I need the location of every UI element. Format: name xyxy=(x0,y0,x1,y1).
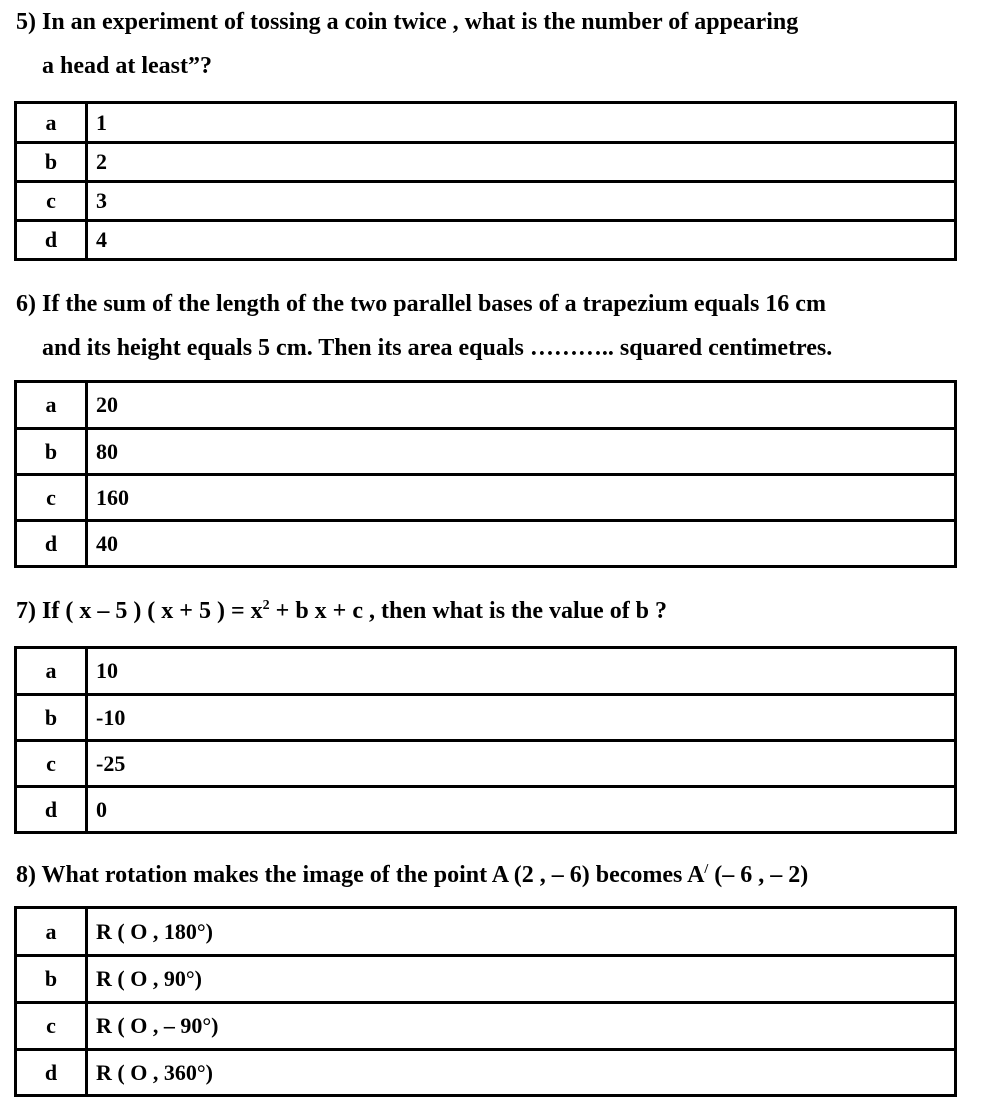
option-row[interactable] xyxy=(16,787,956,833)
question-7-line1-b: + b x + c , then what is the value of b ? xyxy=(269,598,668,624)
option-row[interactable] xyxy=(16,1050,956,1096)
option-row[interactable] xyxy=(16,521,956,567)
question-8-prime: / xyxy=(704,862,709,877)
option-letter: b xyxy=(16,956,87,1003)
question-5 xyxy=(16,0,798,88)
option-text: 40 xyxy=(87,521,956,567)
option-row[interactable] xyxy=(16,221,956,260)
option-row[interactable] xyxy=(16,475,956,521)
option-row[interactable] xyxy=(16,143,956,182)
option-row[interactable] xyxy=(16,741,956,787)
option-letter: d xyxy=(16,787,87,833)
option-row[interactable] xyxy=(16,382,956,429)
question-8 xyxy=(16,853,808,897)
question-5-options xyxy=(14,101,957,261)
question-5-line1: 5) In an experiment of tossing a coin twice , what is the number of appearing xyxy=(16,9,799,35)
option-row[interactable] xyxy=(16,956,956,1003)
question-7-line1 xyxy=(16,589,667,633)
option-letter: c xyxy=(16,182,87,221)
option-text: 2 xyxy=(87,143,956,182)
option-letter: c xyxy=(16,741,87,787)
option-letter: a xyxy=(16,103,87,143)
option-text: 80 xyxy=(87,429,956,475)
question-8-line1-b: (– 6 , – 2) xyxy=(708,862,809,888)
question-6-options xyxy=(14,380,957,568)
option-text: 0 xyxy=(87,787,956,833)
option-text: 10 xyxy=(87,648,956,695)
question-5-line2: a head at least”? xyxy=(42,53,212,79)
option-letter: a xyxy=(16,382,87,429)
option-row[interactable] xyxy=(16,429,956,475)
question-7-line1-a: 7) If ( x – 5 ) ( x + 5 ) = x xyxy=(16,598,263,624)
option-text: R ( O , – 90°) xyxy=(87,1003,956,1050)
option-text: 4 xyxy=(87,221,956,260)
option-row[interactable] xyxy=(16,1003,956,1050)
option-row[interactable] xyxy=(16,695,956,741)
question-6-line2: and its height equals 5 cm. Then its area equals ……….. squared centimetres. xyxy=(42,335,833,361)
question-8-line1-a: 8) What rotation makes the image of the point A (2 , – 6) becomes A xyxy=(16,862,705,888)
option-text: -25 xyxy=(87,741,956,787)
option-letter: c xyxy=(16,475,87,521)
option-row[interactable] xyxy=(16,103,956,143)
option-text: R ( O , 360°) xyxy=(87,1050,956,1096)
question-6 xyxy=(16,282,832,370)
option-text: 20 xyxy=(87,382,956,429)
question-7-options xyxy=(14,646,957,834)
option-text: 1 xyxy=(87,103,956,143)
question-7 xyxy=(16,589,667,633)
option-text: -10 xyxy=(87,695,956,741)
option-row[interactable] xyxy=(16,908,956,956)
option-row[interactable] xyxy=(16,182,956,221)
question-7-exponent: 2 xyxy=(262,598,270,613)
option-letter: b xyxy=(16,429,87,475)
option-text: 160 xyxy=(87,475,956,521)
option-letter: a xyxy=(16,908,87,956)
option-text: R ( O , 90°) xyxy=(87,956,956,1003)
option-row[interactable] xyxy=(16,648,956,695)
option-text: R ( O , 180°) xyxy=(87,908,956,956)
option-letter: d xyxy=(16,1050,87,1096)
question-8-options xyxy=(14,906,957,1097)
option-letter: d xyxy=(16,221,87,260)
option-letter: c xyxy=(16,1003,87,1050)
option-letter: d xyxy=(16,521,87,567)
option-letter: b xyxy=(16,143,87,182)
option-letter: a xyxy=(16,648,87,695)
option-letter: b xyxy=(16,695,87,741)
question-6-line1: 6) If the sum of the length of the two parallel bases of a trapezium equals 16 cm xyxy=(16,291,826,317)
question-8-line1 xyxy=(16,853,808,897)
option-text: 3 xyxy=(87,182,956,221)
